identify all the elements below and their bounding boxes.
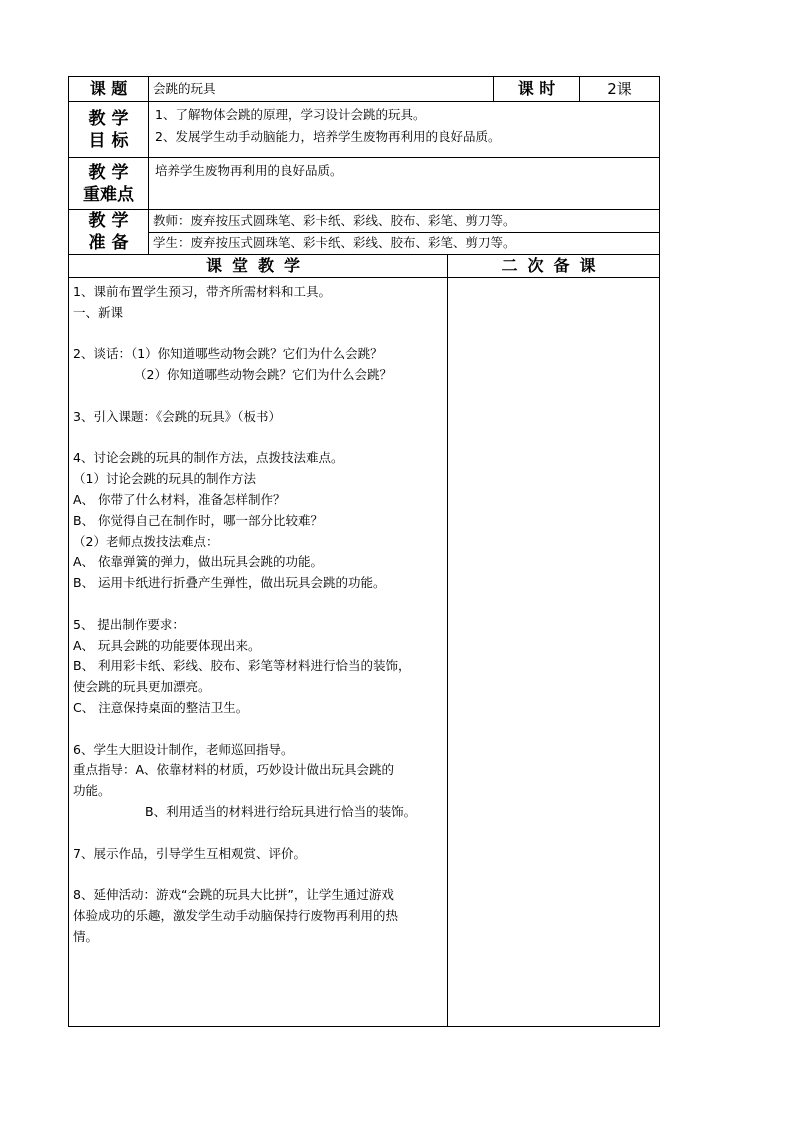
lesson-line-1: 1、课前布置学生预习，带齐所需材料和工具。: [73, 284, 331, 299]
prep-student: 学生：废弃按压式圆珠笔、彩卡纸、彩线、胶布、彩笔、剪刀等。: [149, 232, 660, 255]
goals-label-line2: 目 标: [88, 130, 129, 151]
lesson-line-14: A、 玩具会跳的功能要体现出来。: [73, 637, 261, 653]
preparation-label-line2: 准 备: [88, 233, 129, 253]
lesson-line-11: A、 依靠弹簧的弹力，做出玩具会跳的功能。: [73, 554, 324, 570]
lesson-line-22: 7、展示作品，引导学生互相观赏、评价。: [73, 845, 306, 861]
lesson-line-12: B、 运用卡纸进行折叠产生弹性，做出玩具会跳的功能。: [73, 575, 386, 591]
lesson-plan-sheet: [68, 76, 659, 1027]
blank-line: [73, 386, 443, 407]
prep-teacher-row: [69, 210, 660, 233]
column-header-row: [69, 255, 660, 278]
hours-label: 课 时: [494, 77, 580, 102]
lesson-line-8: A、 你带了什么材料，准备怎样制作？: [73, 491, 286, 507]
lesson-line-3: 2、谈话：（1）你知道哪些动物会跳？它们为什么会跳？: [73, 346, 383, 362]
lesson-line-23: 8、延伸活动：游戏“会跳的玩具大比拼”，让学生通过游戏: [73, 887, 394, 903]
goals-row: [69, 102, 660, 158]
lesson-line-6: 4、讨论会跳的玩具的制作方法，点拨技法难点。: [73, 450, 344, 466]
key-points-text: 培养学生废物再利用的良好品质。: [155, 163, 343, 178]
goals-label-line1: 教 学: [88, 108, 129, 129]
key-points-content: [149, 158, 660, 210]
key-points-label-line2: 重难点: [83, 184, 134, 205]
lesson-line-24: 体验成功的乐趣，激发学生动手动脑保持行废物再利用的热: [73, 907, 399, 923]
hours-value: 2课: [580, 77, 660, 102]
lesson-line-5: 3、引入课题：《会跳的玩具》（板书）: [73, 408, 281, 424]
lesson-line-18: 6、学生大胆设计制作，老师巡回指导。: [73, 741, 294, 757]
lesson-line-21: B、利用适当的材料进行给玩具进行恰当的装饰。: [145, 803, 417, 819]
blank-line: [73, 864, 443, 885]
second-preparation-content: [448, 278, 660, 1027]
key-points-row: [69, 158, 660, 210]
goal-item-2: 2、发展学生动手动脑能力，培养学生废物再利用的良好品质。: [155, 129, 501, 144]
topic-value: 会跳的玩具: [149, 77, 494, 102]
goals-content: [149, 102, 660, 158]
lesson-line-15: B、 利用彩卡纸、彩线、胶布、彩笔等材料进行恰当的装饰，: [73, 658, 411, 674]
blank-line: [73, 428, 443, 449]
lesson-line-7: （1）讨论会跳的玩具的制作方法: [73, 471, 256, 487]
lesson-line-4: （2）你知道哪些动物会跳？它们为什么会跳？: [134, 367, 392, 383]
key-points-label: [69, 158, 149, 210]
lesson-line-19: 重点指导：A、依靠材料的材质，巧妙设计做出玩具会跳的: [73, 762, 395, 778]
second-preparation-header: 二次备课: [448, 255, 660, 278]
topic-row: [69, 77, 660, 102]
lesson-line-20: 功能。: [73, 783, 111, 799]
classroom-teaching-content: [69, 278, 448, 1027]
preparation-label: [69, 210, 149, 255]
prep-student-row: [69, 232, 660, 255]
preparation-label-line1: 教 学: [88, 211, 129, 231]
blank-line: [73, 594, 443, 615]
key-points-label-line1: 教 学: [88, 162, 129, 183]
topic-label: 课 题: [69, 77, 149, 102]
lesson-line-17: C、 注意保持桌面的整洁卫生。: [73, 699, 249, 715]
blank-line: [73, 719, 443, 740]
lesson-plan-table: [68, 76, 660, 1027]
lesson-line-9: B、 你觉得自己在制作时，哪一部分比较难？: [73, 512, 324, 528]
goals-label: [69, 102, 149, 158]
blank-line: [73, 823, 443, 844]
lesson-line-13: 5、 提出制作要求：: [73, 616, 185, 632]
blank-line: [73, 324, 443, 345]
body-row: [69, 278, 660, 1027]
lesson-lines: [69, 278, 447, 948]
prep-teacher: 教师：废弃按压式圆珠笔、彩卡纸、彩线、胶布、彩笔、剪刀等。: [149, 210, 660, 233]
classroom-teaching-header: 课堂教学: [69, 255, 448, 278]
lesson-line-16: 使会跳的玩具更加漂亮。: [73, 679, 211, 695]
lesson-line-25: 情。: [73, 928, 99, 944]
lesson-line-10: （2）老师点拨技法难点：: [73, 533, 219, 549]
lesson-line-2: 一、新课: [73, 304, 124, 320]
goal-item-1: 1、了解物体会跳的原理，学习设计会跳的玩具。: [155, 107, 426, 122]
